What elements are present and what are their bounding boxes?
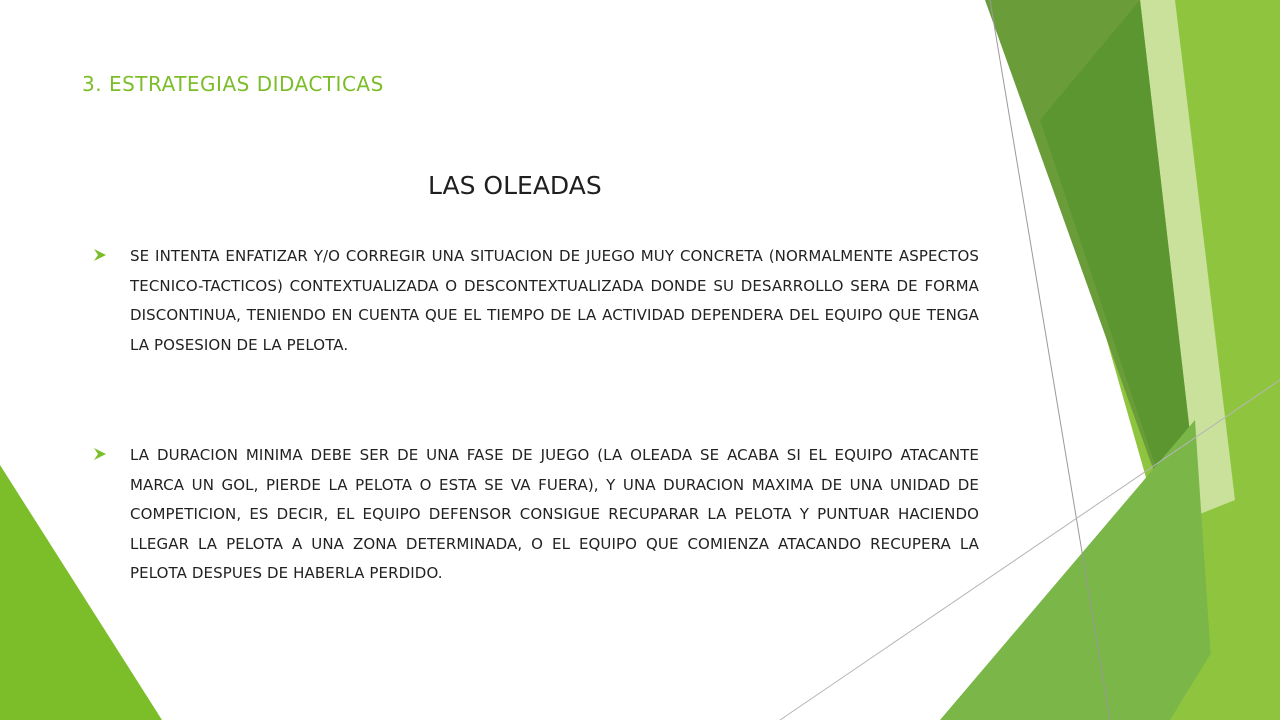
arrow-bullet-icon [94,249,106,261]
bullet-item [94,441,979,589]
bullet-text: SE INTENTA ENFATIZAR Y/O CORREGIR UNA SITUACION DE JUEGO MUY CONCRETA (NORMALMENTE ASPECTOS TECNICO-TACTICOS) CONTEXTUALIZADA O DESCONTEXTUALIZADA DONDE SU DESARROLLO SERA DE FORMA DISCONTINUA, TENIENDO EN CUENTA QUE EL TIEMPO DE LA ACTIVIDAD DEPENDERA DEL EQUIPO QUE TENGA LA POSESION DE LA PELOTA. [130,247,979,354]
bullet-item [94,242,979,360]
section-title: 3. ESTRATEGIAS DIDACTICAS [82,72,384,96]
slide-heading: LAS OLEADAS [428,171,602,200]
arrow-bullet-icon [94,448,106,460]
bottom-green-wedge [940,420,1215,720]
bullet-text: LA DURACION MINIMA DEBE SER DE UNA FASE DE JUEGO (LA OLEADA SE ACABA SI EL EQUIPO ATACANTE MARCA UN GOL, PIERDE LA PELOTA O ESTA SE VA FUERA), Y UNA DURACION MAXIMA DE UNA UNIDAD DE COMPETICION, ES DECIR, EL EQUIPO DEFENSOR CONSIGUE RECUPARAR LA PELOTA Y PUNTUAR HACIENDO LLEGAR LA PELOTA A UNA ZONA DETERMINADA, O EL EQUIPO QUE COMIENZA ATACANDO RECUPERA LA PELOTA DESPUES DE HABERLA PERDIDO. [130,446,979,582]
